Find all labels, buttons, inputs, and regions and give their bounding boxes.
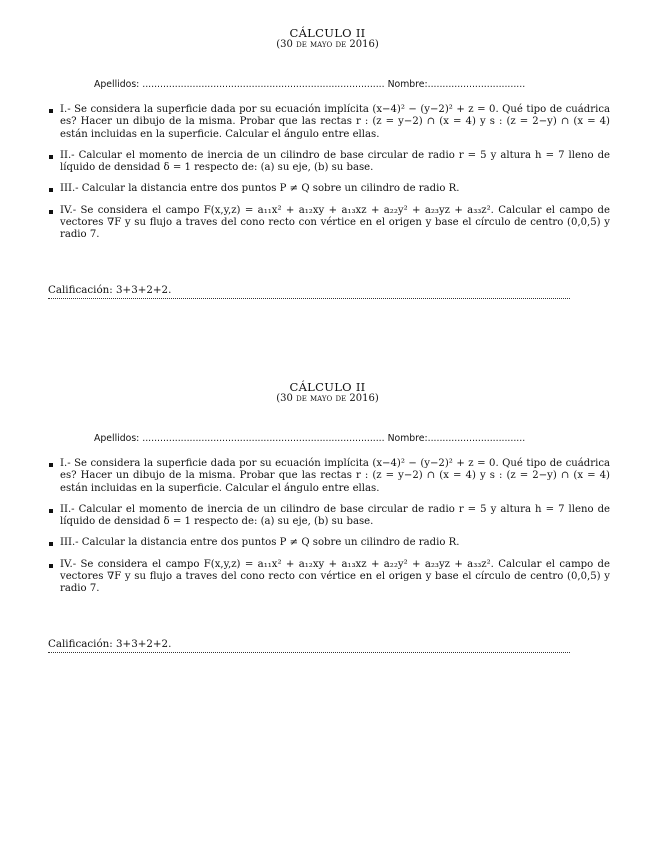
problem-3: III.- Calcular la distancia entre dos puntos P ≠ Q sobre un cilindro de radio R. xyxy=(48,183,610,195)
problem-2: II.- Calcular el momento de inercia de un cilindro de base circular de radio r = 5 y altura h = 7 lleno de líquido de densidad δ = 1 respecto de: (a) su eje, (b) su base. xyxy=(48,150,610,175)
exam-date: (30 de mayo de 2016) xyxy=(276,393,379,404)
problem-4: IV.- Se considera el campo F(x,y,z) = a₁₁x² + a₁₂xy + a₁₃xz + a₂₂y² + a₂₃yz + a₃₃z². Calcular el campo de vectores ∇F y su flujo a traves del cono recto con vértice en el origen y base el círculo de centro (0,0,5) y radio 7. xyxy=(48,559,610,596)
exam-sheet-2 xyxy=(0,376,655,706)
problem-2: II.- Calcular el momento de inercia de un cilindro de base circular de radio r = 5 y altura h = 7 lleno de líquido de densidad δ = 1 respecto de: (a) su eje, (b) su base. xyxy=(48,504,610,529)
problem-4: IV.- Se considera el campo F(x,y,z) = a₁₁x² + a₁₂xy + a₁₃xz + a₂₂y² + a₂₃yz + a₃₃z². Calcular el campo de vectores ∇F y su flujo a traves del cono recto con vértice en el origen y base el círculo de centro (0,0,5) y radio 7. xyxy=(48,205,610,242)
problem-list xyxy=(48,458,610,605)
nombre-label: Nombre: xyxy=(387,79,428,90)
problem-3: III.- Calcular la distancia entre dos puntos P ≠ Q sobre un cilindro de radio R. xyxy=(48,537,610,549)
grading: Calificación: 3+3+2+2. xyxy=(48,284,172,296)
nombre-label: Nombre: xyxy=(387,433,428,444)
apellidos-blank: .................................................................................. xyxy=(142,79,385,90)
nombre-blank: ................................. xyxy=(427,79,526,90)
dotted-rule xyxy=(48,298,570,299)
nombre-blank: ................................. xyxy=(427,433,526,444)
name-fields xyxy=(94,79,525,90)
problem-1: I.- Se considera la superficie dada por su ecuación implícita (x−4)² − (y−2)² + z = 0. Qué tipo de cuádrica es? Hacer un dibujo de la misma. Probar que las rectas r : (z = y−2) ∩ (x = 4) y s : (z = 2−y) ∩ (x = 4) están incluidas en la superficie. Calcular el ángulo entre ellas. xyxy=(48,458,610,495)
apellidos-label: Apellidos: xyxy=(94,79,140,90)
exam-title: CÁLCULO II xyxy=(289,380,366,394)
exam-title: CÁLCULO II xyxy=(289,26,366,40)
apellidos-label: Apellidos: xyxy=(94,433,140,444)
exam-sheet-1 xyxy=(0,22,655,352)
apellidos-blank: .................................................................................. xyxy=(142,433,385,444)
grading: Calificación: 3+3+2+2. xyxy=(48,638,172,650)
exam-date: (30 de mayo de 2016) xyxy=(276,39,379,50)
dotted-rule xyxy=(48,652,570,653)
name-fields xyxy=(94,433,525,444)
problem-1: I.- Se considera la superficie dada por su ecuación implícita (x−4)² − (y−2)² + z = 0. Qué tipo de cuádrica es? Hacer un dibujo de la misma. Probar que las rectas r : (z = y−2) ∩ (x = 4) y s : (z = 2−y) ∩ (x = 4) están incluidas en la superficie. Calcular el ángulo entre ellas. xyxy=(48,104,610,141)
problem-list xyxy=(48,104,610,251)
